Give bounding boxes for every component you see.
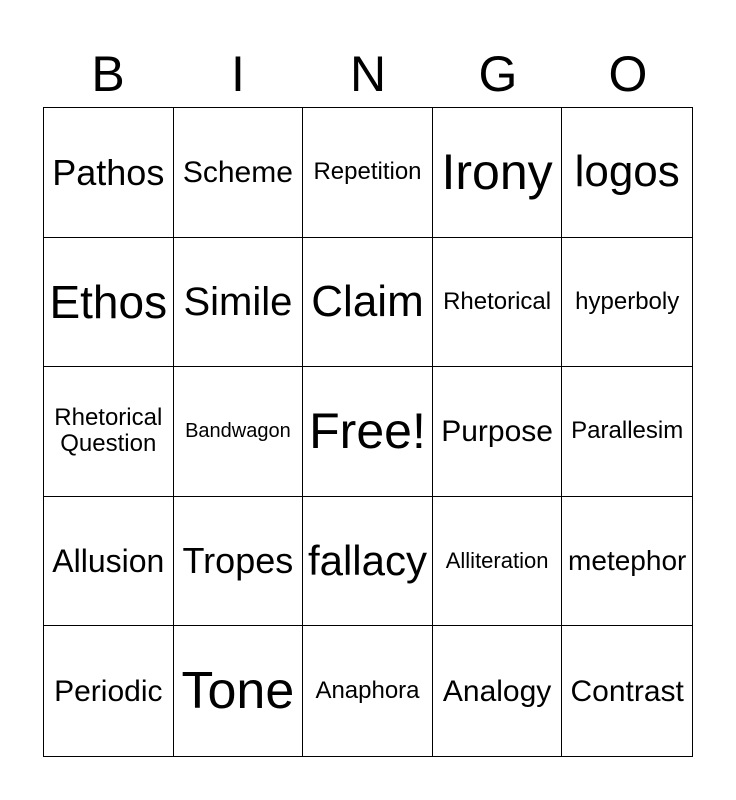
bingo-cell[interactable]: [174, 626, 304, 756]
bingo-cell[interactable]: [562, 626, 692, 756]
bingo-cell[interactable]: [433, 238, 563, 368]
cell-text: Parallesim: [571, 417, 684, 445]
cell-text: metephor: [568, 544, 687, 576]
bingo-cell[interactable]: [562, 108, 692, 238]
cell-text: fallacy: [307, 537, 428, 584]
cell-text: Rhetorical: [443, 287, 552, 315]
free-space-cell[interactable]: [303, 367, 433, 497]
cell-text: Tropes: [182, 540, 294, 582]
cell-text: Claim: [311, 276, 424, 326]
header-letter-o: O: [608, 46, 648, 102]
cell-text: Anaphora: [315, 677, 420, 704]
cell-text: Free!: [309, 402, 426, 459]
bingo-cell[interactable]: [303, 497, 433, 627]
bingo-cell[interactable]: [174, 367, 304, 497]
header-letter-i: I: [231, 46, 245, 102]
cell-text: Irony: [441, 143, 553, 200]
bingo-cell[interactable]: [174, 497, 304, 627]
cell-text: hyperboly: [575, 287, 680, 315]
cell-text: Repetition: [313, 158, 422, 186]
header-letter-b: B: [91, 46, 125, 102]
header-letter-g: G: [478, 46, 518, 102]
bingo-cell[interactable]: [562, 497, 692, 627]
cell-text: Simile: [183, 279, 293, 324]
bingo-cell[interactable]: [433, 497, 563, 627]
cell-text: Bandwagon: [185, 420, 291, 443]
cell-text: Tone: [181, 661, 295, 720]
bingo-cell[interactable]: [433, 367, 563, 497]
bingo-cell[interactable]: [303, 626, 433, 756]
bingo-cell[interactable]: [44, 367, 174, 497]
bingo-cell[interactable]: [44, 497, 174, 627]
bingo-cell[interactable]: [303, 108, 433, 238]
bingo-cell[interactable]: [562, 238, 692, 368]
bingo-cell[interactable]: [562, 367, 692, 497]
cell-text: Alliteration: [445, 548, 549, 573]
cell-text: Periodic: [54, 674, 163, 708]
header-letter-n: N: [349, 46, 387, 102]
cell-text: logos: [574, 147, 680, 197]
bingo-cell[interactable]: [433, 108, 563, 238]
cell-text: Allusion: [52, 542, 165, 579]
bingo-cell[interactable]: [44, 238, 174, 368]
cell-text: Rhetorical Question: [54, 404, 163, 458]
cell-text: Purpose: [441, 414, 553, 448]
bingo-cell[interactable]: [433, 626, 563, 756]
cell-text: Contrast: [570, 674, 684, 708]
bingo-board: [43, 107, 693, 757]
cell-text: Analogy: [442, 674, 552, 708]
bingo-header: [43, 40, 693, 108]
cell-text: Ethos: [49, 275, 168, 328]
cell-text: Pathos: [52, 151, 165, 193]
bingo-cell[interactable]: [44, 108, 174, 238]
bingo-cell[interactable]: [303, 238, 433, 368]
cell-text: Scheme: [182, 155, 293, 189]
bingo-cell[interactable]: [174, 238, 304, 368]
bingo-cell[interactable]: [174, 108, 304, 238]
bingo-cell[interactable]: [44, 626, 174, 756]
